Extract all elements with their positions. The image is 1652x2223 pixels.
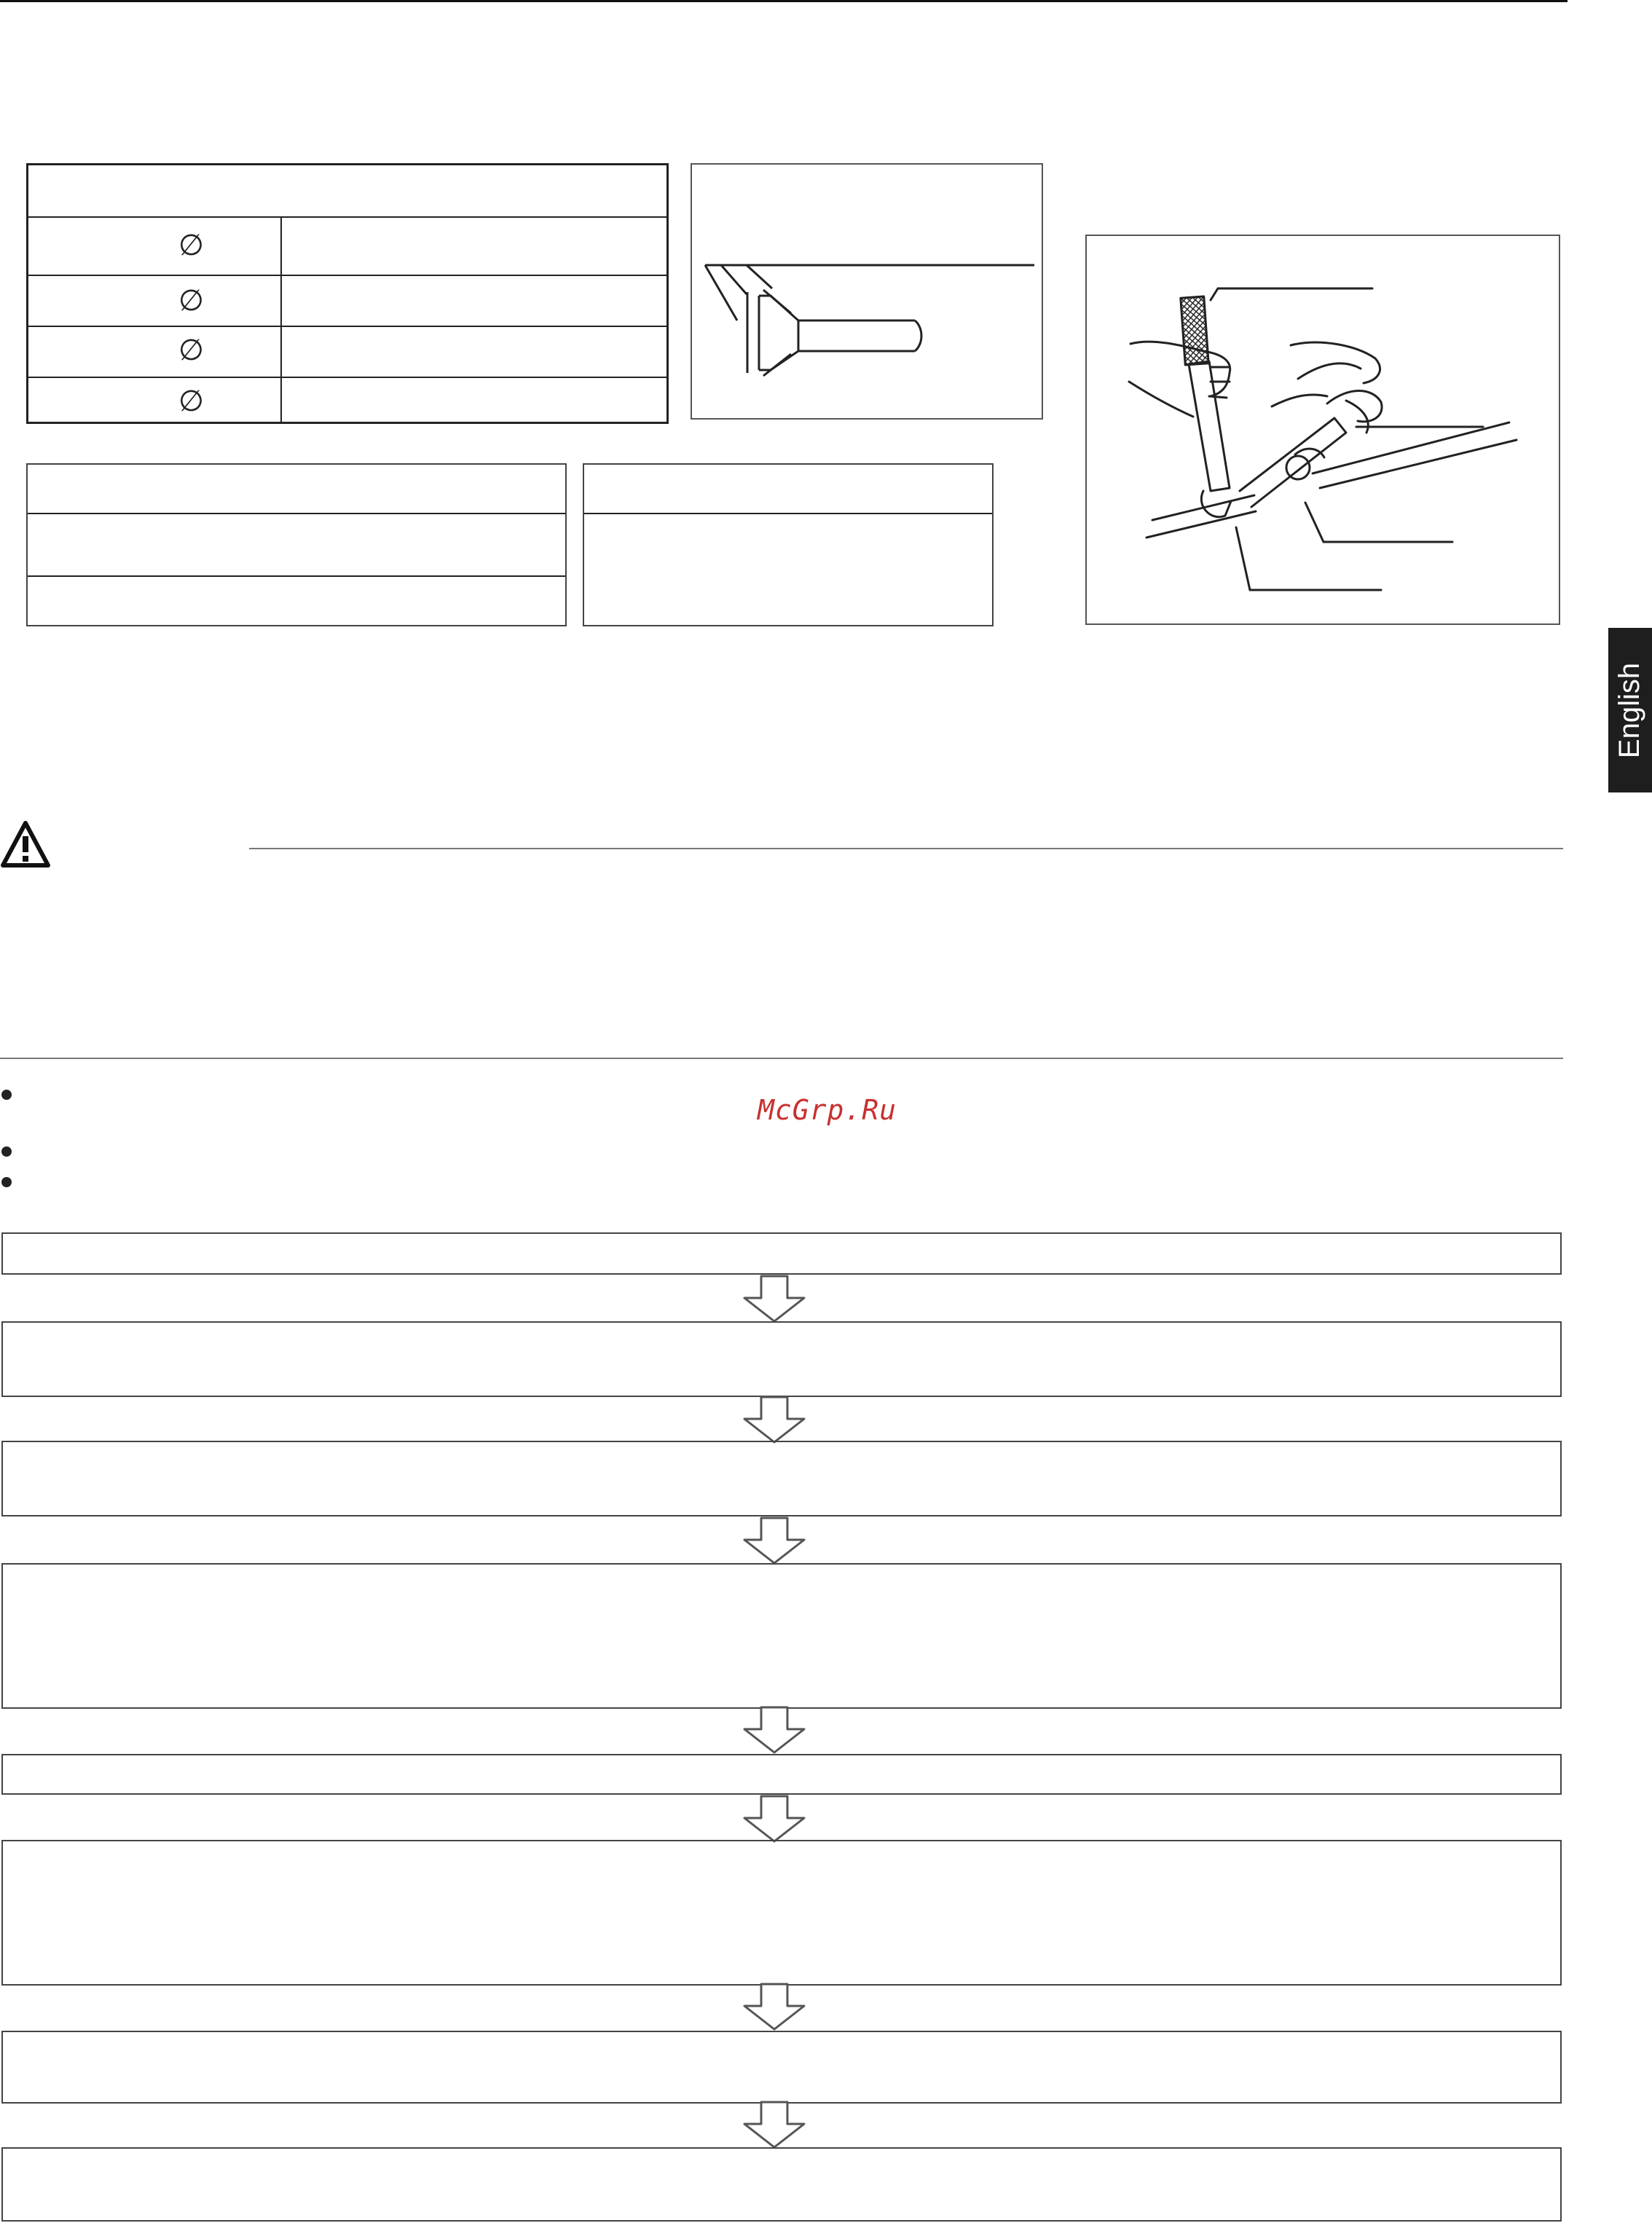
table-row-divider <box>28 216 666 218</box>
flow-step-box <box>1 1232 1562 1275</box>
flow-step-box <box>1 1563 1562 1709</box>
top-rule <box>0 0 1568 2</box>
flared-pipe-end-diagram <box>692 165 1042 418</box>
language-tab-label: English <box>1613 662 1646 758</box>
bullet-point <box>1 1090 12 1100</box>
down-arrow-icon <box>742 2101 807 2149</box>
diameter-symbol: ∅ <box>178 334 204 367</box>
small-table-left <box>26 463 567 626</box>
diameter-symbol: ∅ <box>178 229 204 262</box>
down-arrow-icon <box>742 1396 807 1444</box>
flow-step-box <box>1 1754 1562 1795</box>
down-arrow-icon <box>742 1706 807 1754</box>
down-arrow-icon <box>742 1983 807 2031</box>
diameter-symbol: ∅ <box>178 385 204 418</box>
table-row-divider <box>28 326 666 327</box>
two-wrench-tightening-diagram <box>1087 236 1559 623</box>
table-row-divider <box>28 377 666 378</box>
table-column-divider <box>280 216 282 422</box>
flow-step-box <box>1 2031 1562 2104</box>
language-tab <box>1608 628 1652 792</box>
flow-step-box <box>1 1321 1562 1397</box>
section-rule <box>0 1058 1563 1059</box>
diameter-symbol: ∅ <box>178 284 204 318</box>
down-arrow-icon <box>742 1795 807 1843</box>
wrench-diagram-frame <box>1085 235 1560 625</box>
table-row-divider <box>584 513 992 514</box>
bullet-point <box>1 1177 12 1187</box>
watermark-text: McGrp.Ru <box>758 1094 897 1126</box>
pipe-size-table <box>26 163 669 424</box>
table-row-divider <box>28 275 666 276</box>
table-row-divider <box>28 513 565 514</box>
table-row-divider <box>28 575 565 577</box>
flow-step-box <box>1 1840 1562 1986</box>
warning-triangle-icon <box>0 820 51 868</box>
flow-step-box <box>1 2147 1562 2222</box>
bullet-point <box>1 1146 12 1157</box>
flare-diagram-frame <box>691 163 1043 420</box>
down-arrow-icon <box>742 1516 807 1565</box>
small-table-right <box>583 463 994 626</box>
flow-step-box <box>1 1441 1562 1516</box>
down-arrow-icon <box>742 1275 807 1323</box>
warning-rule <box>249 848 1563 849</box>
